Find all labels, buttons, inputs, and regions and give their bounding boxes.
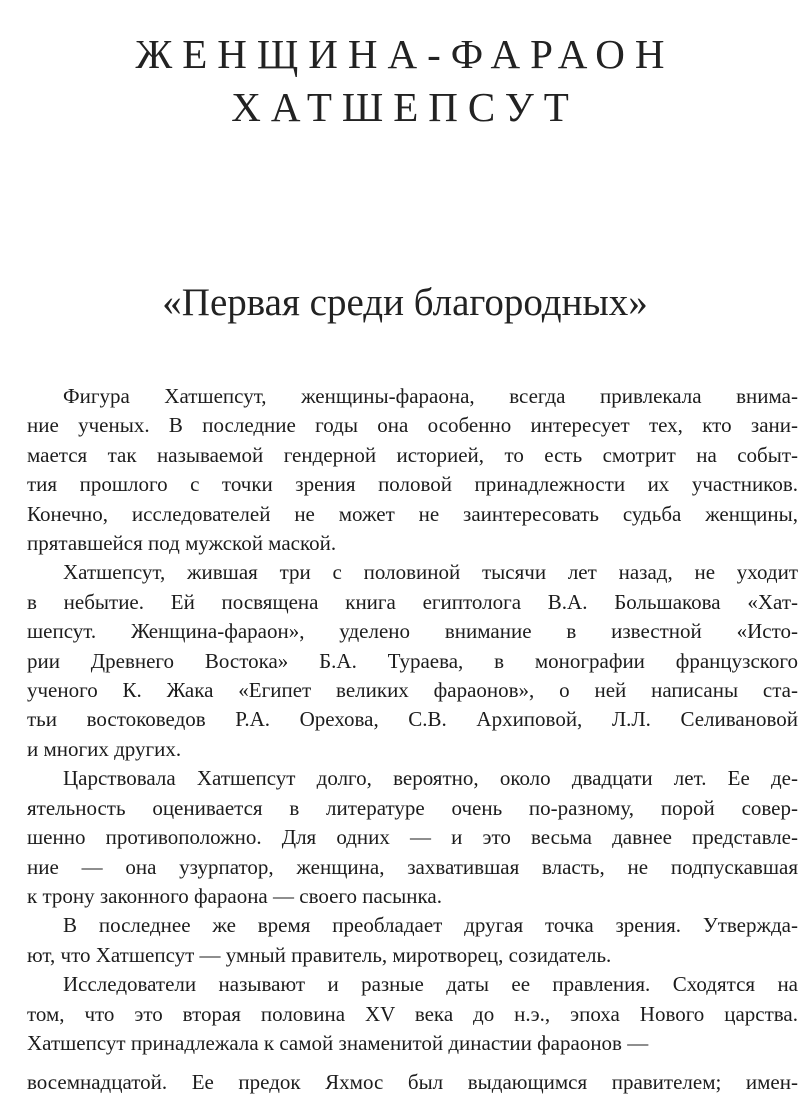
paragraph-line: и многих других. xyxy=(27,736,182,761)
paragraph-line: шепсут. Женщина-фараон», уделено внимание в известной «Исто- xyxy=(27,619,798,644)
paragraph-line: в небытие. Ей посвящена книга египтолога В.А. Большакова «Хат- xyxy=(27,589,798,614)
paragraph-line: Царствовала Хатшепсут долго, вероятно, около двадцати лет. Ее де- xyxy=(63,766,798,791)
paragraph-line: Исследователи называют и разные даты ее правления. Сходятся на xyxy=(63,972,798,997)
paragraph xyxy=(27,764,798,911)
paragraph xyxy=(27,970,798,1058)
paragraph-line: Хатшепсут, жившая три с половиной тысячи лет назад, не уходит xyxy=(63,560,798,585)
paragraph-line: мается так называемой гендерной историей, то есть смотрит на событ- xyxy=(27,442,798,467)
cut-off-line-text: восемнадцатой. Ее предок Яхмос был выдающимся правителем; имен- xyxy=(27,1070,798,1094)
paragraph-line: ятельность оценивается в литературе очень по-разному, порой совер- xyxy=(27,795,798,820)
paragraph xyxy=(27,382,798,558)
paragraph-line: к трону законного фараона — своего пасынка. xyxy=(27,883,442,908)
paragraph-line: прятавшейся под мужской маской. xyxy=(27,531,337,556)
paragraph-line: Хатшепсут принадлежала к самой знаменитой династии фараонов — xyxy=(27,1030,649,1055)
paragraph-line: Фигура Хатшепсут, женщины-фараона, всегда привлекала внима- xyxy=(63,384,798,408)
paragraph-line: ют, что Хатшепсут — умный правитель, миротворец, созидатель. xyxy=(27,942,612,967)
chapter-title-line-2: ХАТШЕПСУТ xyxy=(231,84,579,130)
paragraph xyxy=(27,911,798,970)
section-title: «Первая среди благородных» xyxy=(162,281,648,324)
paragraph xyxy=(27,558,798,764)
paragraph-line: тия прошлого с точки зрения половой принадлежности их участников. xyxy=(27,472,798,497)
paragraph-line: В последнее же время преобладает другая точка зрения. Утвержда- xyxy=(63,913,798,938)
paragraph-line: ние ученых. В последние годы она особенно интересует тех, кто зани- xyxy=(27,413,798,438)
chapter-title-line-1: ЖЕНЩИНА-ФАРАОН xyxy=(135,31,675,77)
paragraph-line: тьи востоковедов Р.А. Орехова, С.В. Архиповой, Л.Л. Селивановой xyxy=(27,707,798,732)
paragraph-line: ученого К. Жака «Египет великих фараонов», о ней написаны ста- xyxy=(27,678,798,703)
paragraph-line: том, что это вторая половина XV века до н.э., эпоха Нового царства. xyxy=(27,1001,798,1026)
cut-off-line xyxy=(27,1068,798,1094)
paragraph-line: Конечно, исследователей не может не заинтересовать судьба женщины, xyxy=(27,501,798,526)
paragraph-line: рии Древнего Востока» Б.А. Тураева, в монографии французского xyxy=(27,648,798,673)
paragraph-line: ние — она узурпатор, женщина, захватившая власть, не подпускавшая xyxy=(27,854,798,879)
body-text xyxy=(27,382,798,1058)
paragraph-line: шенно противоположно. Для одних — и это весьма давнее представле- xyxy=(27,825,798,850)
